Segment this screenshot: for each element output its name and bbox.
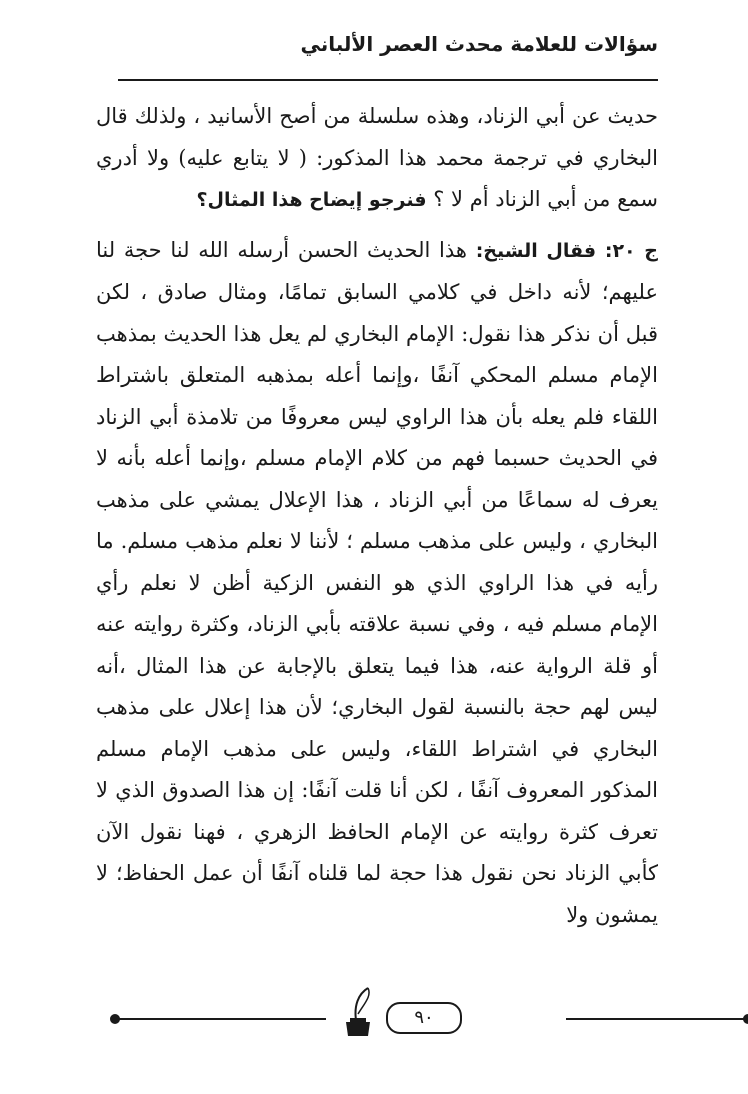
answer-paragraph xyxy=(96,230,658,937)
question-closing: فنرجو إيضاح هذا المثال؟ xyxy=(196,189,427,211)
page-footer xyxy=(106,1000,658,1040)
question-paragraph xyxy=(96,96,658,222)
answer-marker: ج ٢٠: xyxy=(604,239,658,262)
running-header xyxy=(118,20,658,76)
paragraph-gap xyxy=(96,222,658,230)
footer-dot-right xyxy=(743,1014,748,1024)
footer-line-left xyxy=(116,1018,326,1020)
page-number: ٩٠ xyxy=(386,1002,462,1034)
footer-line-right xyxy=(566,1018,748,1020)
answer-label: فقال الشيخ: xyxy=(475,239,597,262)
page-body xyxy=(96,96,658,936)
header-rule xyxy=(118,79,658,81)
answer-text: هذا الحديث الحسن أرسله الله لنا حجة لنا عليهم؛ لأنه داخل في كلامي السابق تمامًا، ومثال صادق ، لكن قبل أن نذكر هذا نقول: الإمام البخاري لم يعل هذا الحديث بمذهب الإمام مسلم المحكي آنفًا ،وإنما أعله بمذهبه المتعلق باشتراط اللقاء فلم يعله بأن هذا الراوي ليس معروفًا من تلامذة أبي الزناد في الحديث حسبما فهم من كلام الإمام مسلم ،وإنما أعله بأنه لا يعرف له سماعًا من أبي الزناد ، هذا الإعلال يمشي على مذهب البخاري ، وليس على مذهب مسلم ؛ لأننا لا نعلم مذهب مسلم. ما رأيه في هذا الراوي الذي هو النفس الزكية أظن لا نعلم رأي الإمام مسلم فيه ، وفي نسبة علاقته بأبي الزناد، وكثرة روايته عنه أو قلة الرواية عنه، هذا فيما يتعلق بالإجابة عن هذا المثال ،أنه ليس لهم حجة بالنسبة لقول البخاري؛ لأن هذا إعلال على مذهب البخاري في اشتراط اللقاء، وليس على مذهب الإمام مسلم المذكور المعروف آنفًا ، لكن أنا قلت آنفًا: إن هذا الصدوق الذي لا تعرف كثرة روايته عن الإمام الحافظ الزهري ، فهنا نقول الآن كأبي الزناد نحن نقول هذا حجة لما قلناه آنفًا أن عمل الحفاظ؛ لا يمشون ولا xyxy=(96,237,658,927)
inkwell-quill-icon xyxy=(338,986,378,1038)
book-title: سؤالات للعلامة محدث العصر الألباني xyxy=(300,32,658,56)
question-text: حديث عن أبي الزناد، وهذه سلسلة من أصح الأسانيد ، ولذلك قال البخاري في ترجمة محمد هذا المذكور: ( لا يتابع عليه) ولا أدري سمع من أبي الزناد أم لا ؟ xyxy=(96,104,658,211)
